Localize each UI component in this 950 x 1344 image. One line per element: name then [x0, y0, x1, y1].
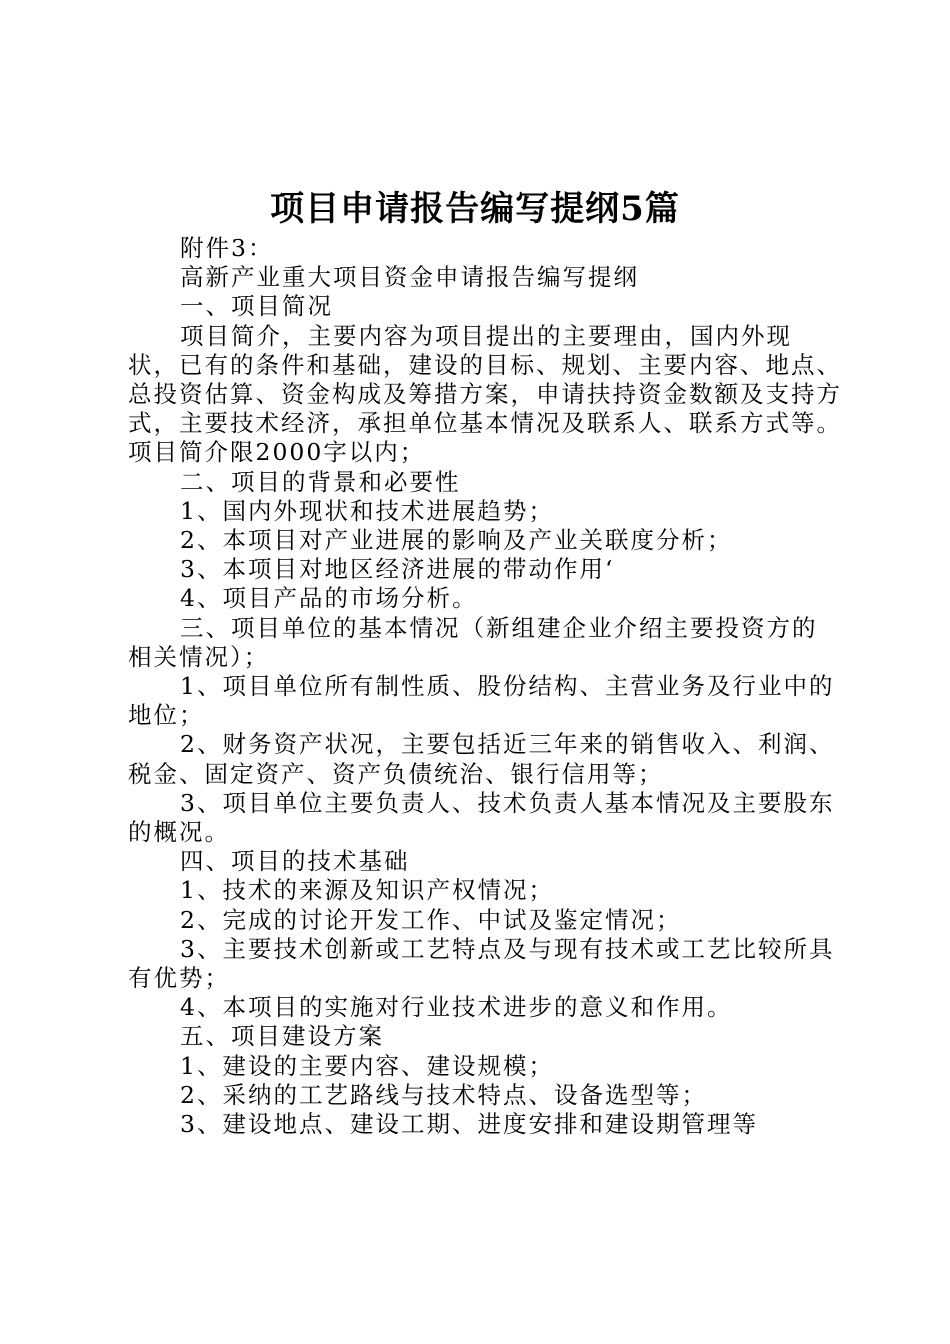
list-item: 2、完成的讨论开发工作、中试及鉴定情况；: [180, 905, 682, 934]
list-item: 3、本项目对地区经济进展的带动作用‘: [180, 555, 615, 584]
document-body: [128, 234, 842, 1139]
list-item: 3、建设地点、建设工期、进度安排和建设期管理等: [180, 1110, 758, 1139]
list-item: 1、建设的主要内容、建设规模；: [180, 1051, 554, 1080]
document-title: 项目申请报告编写提纲5篇: [270, 189, 680, 229]
list-item: 2、财务资产状况，主要包括近三年来的销售收入、利润、税金、固定资产、资产负债统治、银行信用等；: [128, 730, 835, 788]
paragraph-overview: 项目简介，主要内容为项目提出的主要理由，国内外现状，已有的条件和基础，建设的目标、规划、主要内容、地点、总投资估算、资金构成及筹措方案，申请扶持资金数额及支持方式，主要技术经济，承担单位基本情况及联系人、联系方式等。项目简介限2000字以内；: [128, 321, 842, 467]
list-item: 1、国内外现状和技术进展趋势；: [180, 496, 554, 525]
section-heading-3: 三、项目单位的基本情况（新组建企业介绍主要投资方的相关情况）；: [128, 613, 818, 671]
section-heading-4: 四、项目的技术基础: [180, 847, 410, 876]
list-item: 3、项目单位主要负责人、技术负责人基本情况及主要股东的概况。: [128, 788, 835, 847]
section-heading-2: 二、项目的背景和必要性: [180, 467, 461, 496]
section-heading-5: 五、项目建设方案: [180, 1022, 384, 1051]
paragraph-attachment: 附件3：: [180, 234, 274, 262]
section-heading-1: 一、项目简况: [180, 292, 333, 321]
paragraph-subtitle: 高新产业重大项目资金申请报告编写提纲: [180, 263, 639, 292]
list-item: 2、采纳的工艺路线与技术特点、设备选型等；: [180, 1080, 707, 1109]
list-item: 1、技术的来源及知识产权情况；: [180, 876, 554, 905]
list-item: 4、本项目的实施对行业技术进步的意义和作用。: [180, 993, 733, 1022]
list-item: 4、项目产品的市场分析。: [180, 584, 478, 613]
list-item: 2、本项目对产业进展的影响及产业关联度分析；: [180, 526, 733, 555]
list-item: 1、项目单位所有制性质、股份结构、主营业务及行业中的地位；: [128, 672, 835, 730]
list-item: 3、主要技术创新或工艺特点及与现有技术或工艺比较所具有优势；: [128, 934, 835, 993]
